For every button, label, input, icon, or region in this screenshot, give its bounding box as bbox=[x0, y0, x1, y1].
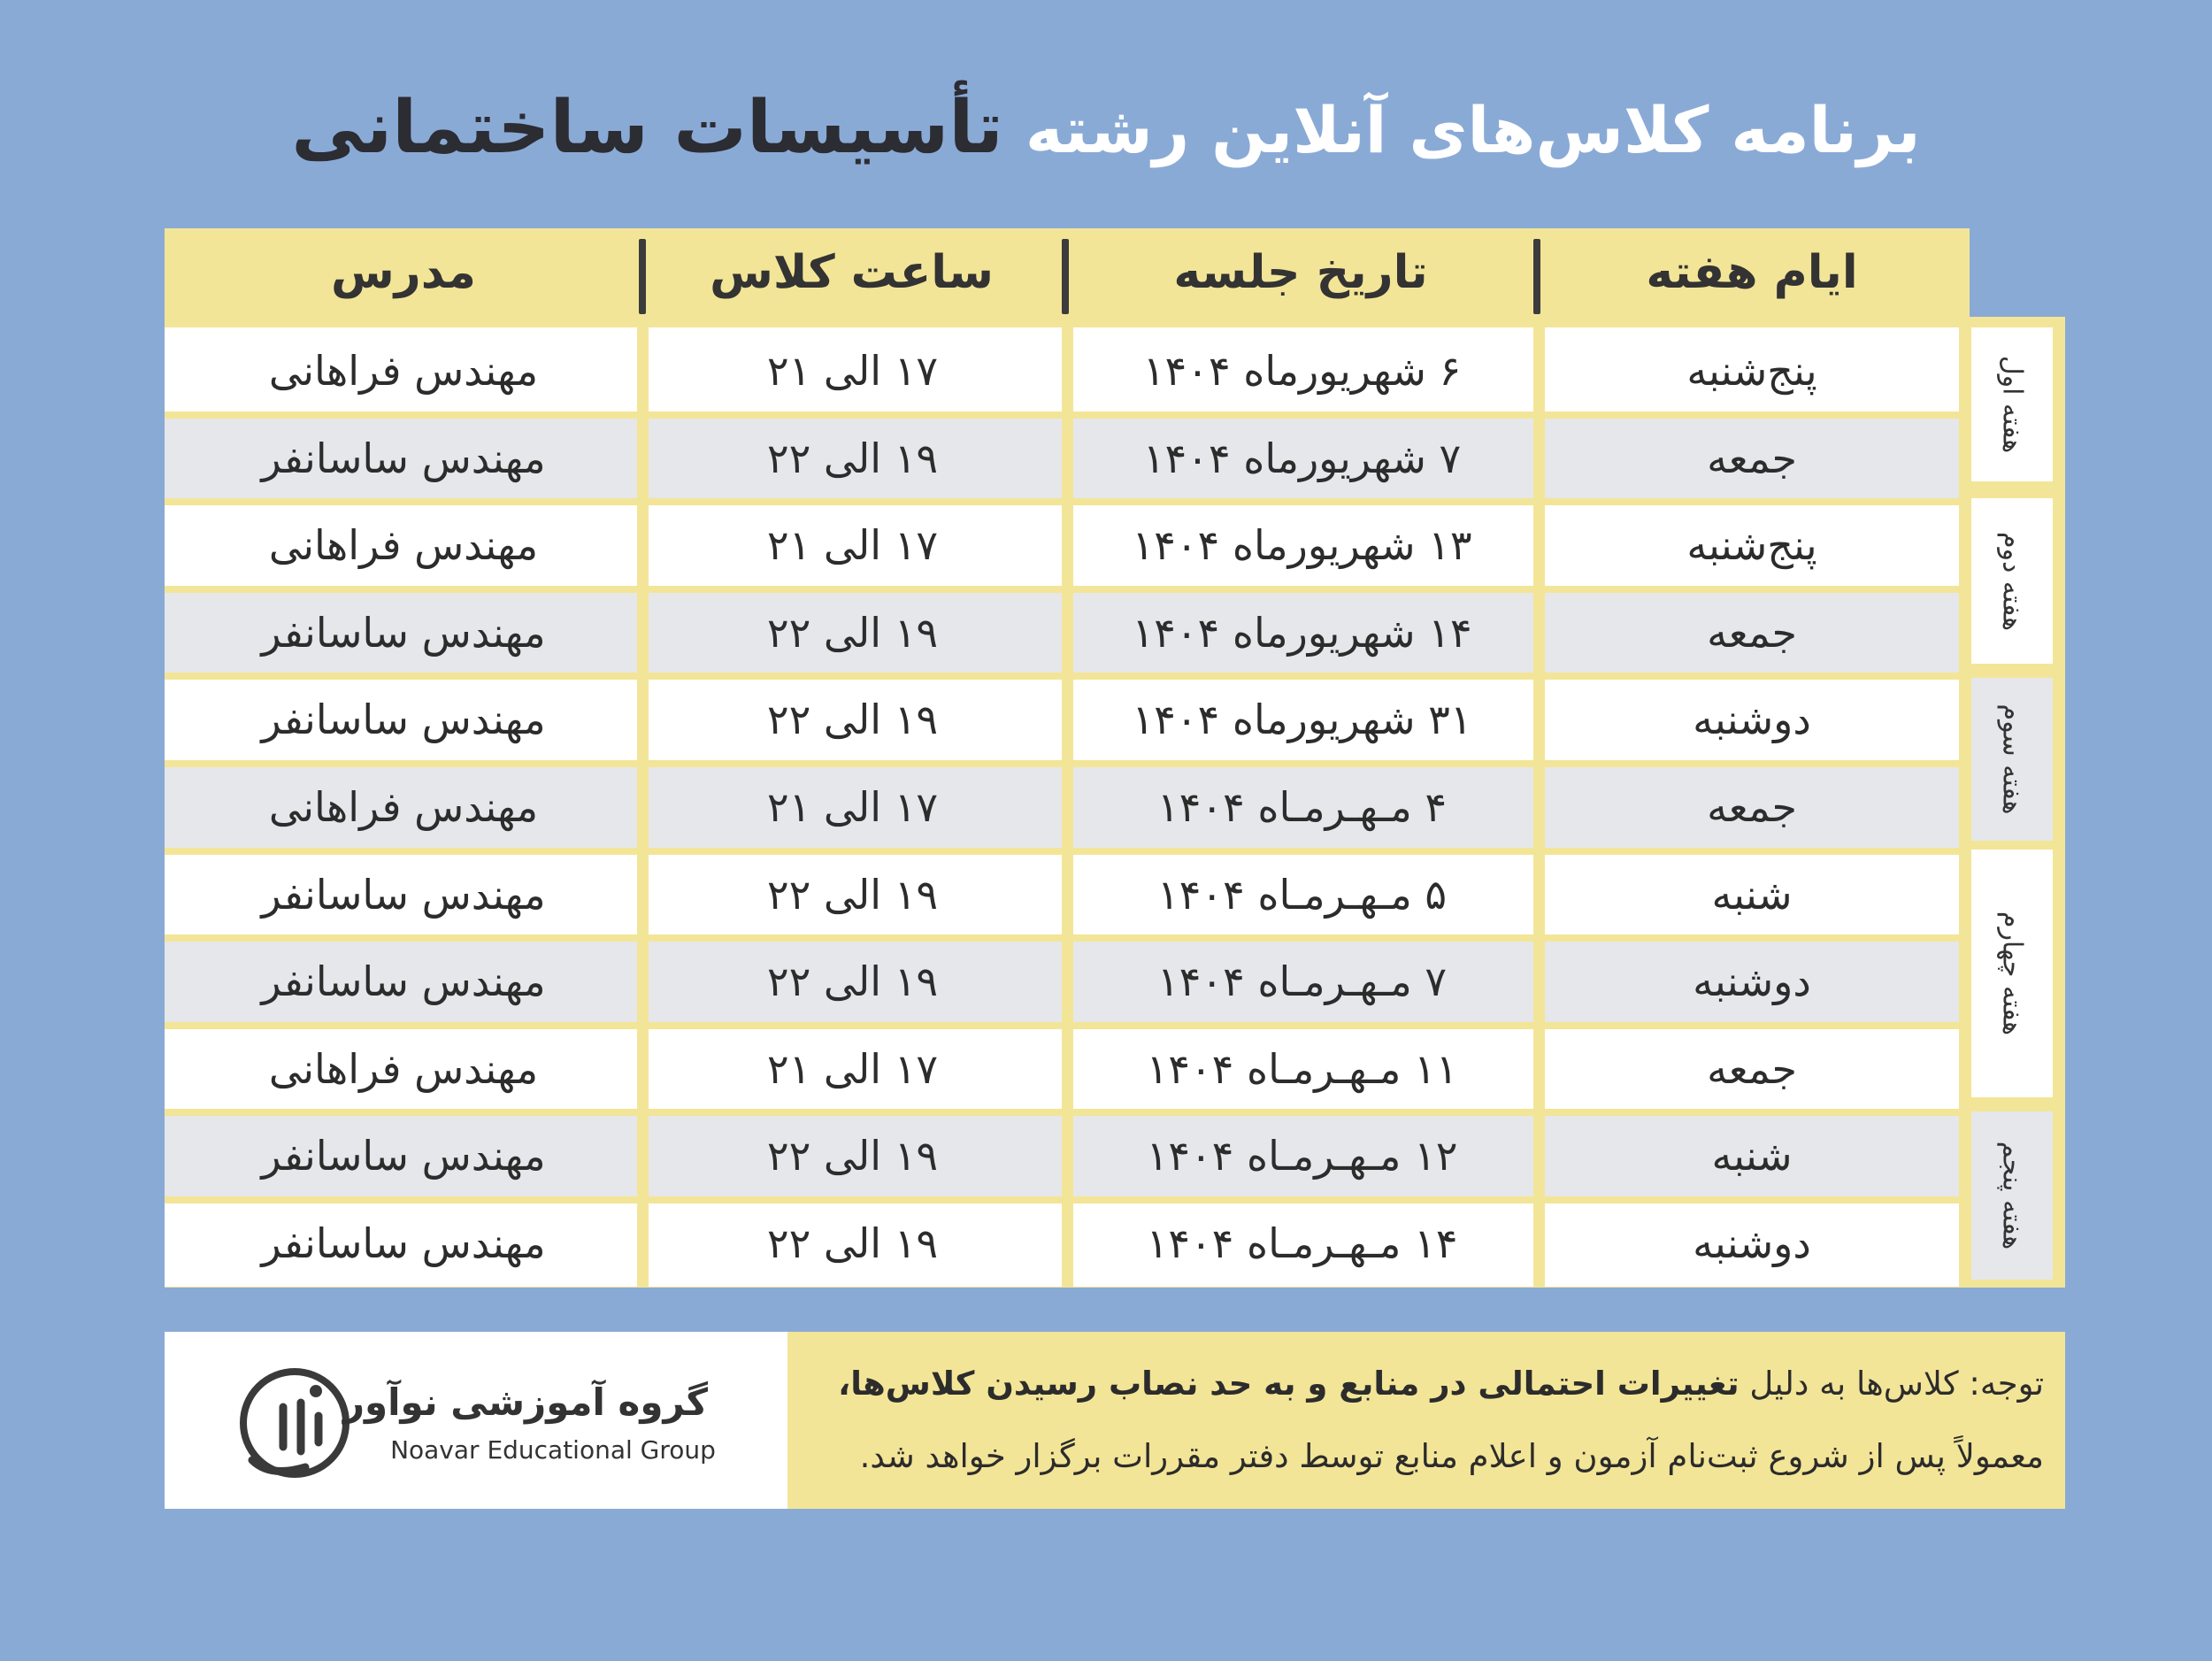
cell-date: ۷ شهریورماه ۱۴۰۴ bbox=[1142, 434, 1462, 482]
cell-day: جمعه bbox=[1707, 609, 1797, 657]
cell-day: جمعه bbox=[1707, 1045, 1797, 1093]
note-part1: کلاس‌ها به دلیل bbox=[1749, 1365, 1959, 1403]
header-separator bbox=[1533, 239, 1540, 314]
cell-date: ۱۴ مـهـرمـاه ۱۴۰۴ bbox=[1146, 1219, 1458, 1267]
cell-date: ۱۳ شهریورماه ۱۴۰۴ bbox=[1132, 521, 1472, 569]
cell-day: شنبه bbox=[1711, 1132, 1793, 1180]
cell-date: ۱۱ مـهـرمـاه ۱۴۰۴ bbox=[1146, 1045, 1458, 1093]
page-title bbox=[0, 84, 2212, 174]
cell-teacher: مهندس ساسانفر bbox=[261, 609, 546, 657]
note-bold: تغییرات احتمالی در منابع و به حد نصاب رسیدن کلاس‌ها، bbox=[838, 1365, 1740, 1403]
row-divider bbox=[165, 1109, 1959, 1116]
week-label-box bbox=[1971, 1111, 2053, 1280]
note-label: توجه: bbox=[1969, 1365, 2044, 1403]
row-divider bbox=[165, 498, 1959, 505]
row-divider bbox=[165, 1022, 1959, 1029]
column-divider bbox=[637, 327, 649, 1288]
cell-teacher: مهندس ساسانفر bbox=[261, 434, 546, 482]
cell-date: ۴ مـهـرمـاه ۱۴۰۴ bbox=[1156, 783, 1448, 831]
row-divider bbox=[165, 760, 1959, 767]
header-separator bbox=[1062, 239, 1069, 314]
cell-time: ۱۹ الی ۲۲ bbox=[766, 957, 939, 1005]
cell-time: ۱۷ الی ۲۱ bbox=[766, 1045, 939, 1093]
week-label: هفته سوم bbox=[1996, 704, 2028, 815]
cell-day: شنبه bbox=[1711, 871, 1793, 919]
cell-day: پنج‌شنبه bbox=[1686, 521, 1817, 569]
cell-date: ۷ مـهـرمـاه ۱۴۰۴ bbox=[1156, 957, 1448, 1005]
cell-teacher: مهندس ساسانفر bbox=[261, 1219, 546, 1267]
cell-time: ۱۹ الی ۲۲ bbox=[766, 609, 939, 657]
row-divider bbox=[165, 934, 1959, 942]
cell-day: پنج‌شنبه bbox=[1686, 347, 1817, 395]
cell-teacher: مهندس فراهانی bbox=[268, 783, 539, 831]
note-part2: معمولاً پس از شروع ثبت‌نام آزمون و اعلام منابع توسط دفتر مقررات برگزار خواهد شد. bbox=[859, 1437, 2044, 1475]
column-divider bbox=[1533, 327, 1545, 1288]
cell-day: جمعه bbox=[1707, 434, 1797, 482]
cell-time: ۱۹ الی ۲۲ bbox=[766, 871, 939, 919]
cell-time: ۱۹ الی ۲۲ bbox=[766, 1132, 939, 1180]
week-label: هفته پنجم bbox=[1996, 1141, 2028, 1250]
cell-teacher: مهندس ساسانفر bbox=[261, 696, 546, 743]
cell-teacher: مهندس ساسانفر bbox=[261, 1132, 546, 1180]
noavar-logo-icon bbox=[234, 1354, 358, 1487]
cell-teacher: مهندس فراهانی bbox=[268, 1045, 539, 1093]
column-divider bbox=[1062, 327, 1073, 1288]
note-text bbox=[805, 1348, 2044, 1493]
header-date: تاریخ جلسه bbox=[1173, 246, 1428, 299]
cell-teacher: مهندس فراهانی bbox=[268, 521, 539, 569]
title-prefix: برنامه کلاس‌های آنلاین رشته bbox=[1025, 93, 1921, 167]
row-divider bbox=[165, 1196, 1959, 1203]
cell-time: ۱۹ الی ۲۲ bbox=[766, 696, 939, 743]
cell-day: دوشنبه bbox=[1693, 1219, 1811, 1267]
cell-time: ۱۹ الی ۲۲ bbox=[766, 434, 939, 482]
row-divider bbox=[165, 411, 1959, 419]
week-label-box bbox=[1971, 498, 2053, 664]
cell-teacher: مهندس ساسانفر bbox=[261, 957, 546, 1005]
brand-name-en: Noavar Educational Group bbox=[390, 1435, 716, 1465]
week-label-box bbox=[1971, 850, 2053, 1097]
cell-time: ۱۷ الی ۲۱ bbox=[766, 521, 939, 569]
cell-time: ۱۷ الی ۲۱ bbox=[766, 347, 939, 395]
header-separator bbox=[639, 239, 646, 314]
note-panel bbox=[787, 1332, 2065, 1509]
brand-name-fa: گروه آموزشی نوآور bbox=[342, 1380, 708, 1424]
cell-date: ۱۴ شهریورماه ۱۴۰۴ bbox=[1132, 609, 1472, 657]
cell-day: دوشنبه bbox=[1693, 696, 1811, 743]
title-field: تأسیسات ساختمانی bbox=[291, 86, 1003, 170]
cell-date: ۵ مـهـرمـاه ۱۴۰۴ bbox=[1156, 871, 1448, 919]
row-divider bbox=[165, 586, 1959, 593]
cell-day: جمعه bbox=[1707, 783, 1797, 831]
row-divider bbox=[165, 673, 1959, 680]
cell-date: ۱۲ مـهـرمـاه ۱۴۰۴ bbox=[1146, 1132, 1458, 1180]
week-label: هفته دوم bbox=[1996, 531, 2028, 631]
week-label: هفته چهارم bbox=[1996, 911, 2028, 1036]
cell-time: ۱۹ الی ۲۲ bbox=[766, 1219, 939, 1267]
header-time: ساعت کلاس bbox=[710, 246, 994, 299]
row-divider bbox=[165, 848, 1959, 855]
cell-teacher: مهندس فراهانی bbox=[268, 347, 539, 395]
week-label-box bbox=[1971, 678, 2053, 841]
week-label: هفته اول bbox=[1996, 355, 2028, 454]
header-teacher: مدرس bbox=[331, 246, 476, 299]
cell-time: ۱۷ الی ۲۱ bbox=[766, 783, 939, 831]
cell-date: ۳۱ شهریورماه ۱۴۰۴ bbox=[1132, 696, 1472, 743]
cell-teacher: مهندس ساسانفر bbox=[261, 871, 546, 919]
week-label-box bbox=[1971, 327, 2053, 481]
cell-day: دوشنبه bbox=[1693, 957, 1811, 1005]
cell-date: ۶ شهریورماه ۱۴۰۴ bbox=[1142, 347, 1462, 395]
header-days: ایام هفته bbox=[1646, 246, 1858, 299]
